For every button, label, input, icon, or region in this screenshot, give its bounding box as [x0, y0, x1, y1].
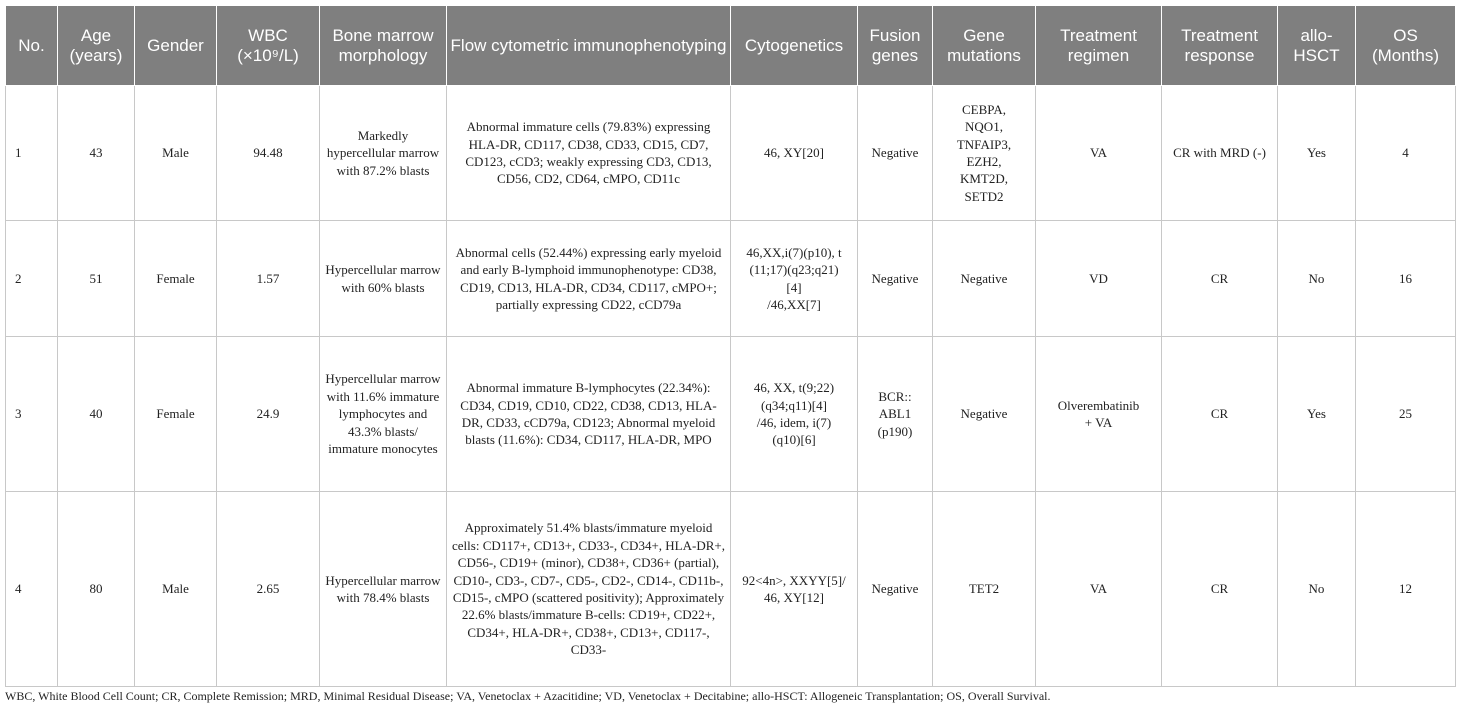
cell-bone-marrow-morphology: Hypercellular marrow with 60% blasts: [320, 221, 447, 337]
cell-gender: Male: [135, 492, 217, 687]
cell-bone-marrow-morphology: Hypercellular marrow with 78.4% blasts: [320, 492, 447, 687]
header-row: [6, 6, 1456, 86]
cell-flow-cytometry: Approximately 51.4% blasts/immature myeloid cells: CD117+, CD13+, CD33-, CD34+, HLA-DR+, CD56-, CD19+ (minor), CD38+, CD36+ (partial), CD10-, CD3-, CD7-, CD5-, CD2-, CD14-, CD11b-, CD15-, cMPO (scattered positivity); Approximately 22.6% blasts/immature B-cells: CD19+, CD22+, CD34+, HLA-DR+, CD38+, CD13+, CD117-, CD33-: [447, 492, 731, 687]
cell-treatment-regimen: VA: [1036, 86, 1162, 221]
header-treatment-regimen: Treatment regimen: [1036, 6, 1162, 86]
cell-no: 4: [6, 492, 58, 687]
cell-age: 80: [58, 492, 135, 687]
cell-age: 43: [58, 86, 135, 221]
table-row: [6, 337, 1456, 492]
cell-flow-cytometry: Abnormal immature cells (79.83%) expressing HLA-DR, CD117, CD38, CD33, CD15, CD7, CD123, cCD3; weakly expressing CD3, CD13, CD56, CD2, CD64, cMPO, CD11c: [447, 86, 731, 221]
cell-cytogenetics: 46,XX,i(7)(p10), t (11;17)(q23;q21) [4] /46,XX[7]: [731, 221, 858, 337]
header-bone-marrow-morphology: Bone marrow morphology: [320, 6, 447, 86]
table-row: [6, 492, 1456, 687]
cell-fusion-genes: Negative: [858, 86, 933, 221]
cell-gender: Male: [135, 86, 217, 221]
cell-gender: Female: [135, 337, 217, 492]
cell-age: 51: [58, 221, 135, 337]
cell-treatment-response: CR with MRD (-): [1162, 86, 1278, 221]
table-row: [6, 221, 1456, 337]
cell-os: 16: [1356, 221, 1456, 337]
cell-treatment-regimen: Olverembatinib + VA: [1036, 337, 1162, 492]
cell-treatment-response: CR: [1162, 492, 1278, 687]
cell-age: 40: [58, 337, 135, 492]
header-gene-mutations: Gene mutations: [933, 6, 1036, 86]
header-cytogenetics: Cytogenetics: [731, 6, 858, 86]
cell-os: 25: [1356, 337, 1456, 492]
cell-fusion-genes: Negative: [858, 492, 933, 687]
table-row: [6, 86, 1456, 221]
header-gender: Gender: [135, 6, 217, 86]
cell-allo-hsct: Yes: [1278, 86, 1356, 221]
cell-gene-mutations: Negative: [933, 337, 1036, 492]
cell-os: 4: [1356, 86, 1456, 221]
cell-gene-mutations: TET2: [933, 492, 1036, 687]
cell-bone-marrow-morphology: Hypercellular marrow with 11.6% immature lymphocytes and 43.3% blasts/ immature monocytes: [320, 337, 447, 492]
cell-os: 12: [1356, 492, 1456, 687]
header-age: Age (years): [58, 6, 135, 86]
clinical-table-container: [5, 5, 1455, 687]
table-footnote: WBC, White Blood Cell Count; CR, Complete Remission; MRD, Minimal Residual Disease; VA, Venetoclax + Azacitidine; VD, Venetoclax + Decitabine; allo-HSCT: Allogeneic Transplantation; OS, Overall Survival.: [5, 689, 1051, 703]
cell-cytogenetics: 46, XY[20]: [731, 86, 858, 221]
cell-flow-cytometry: Abnormal immature B-lymphocytes (22.34%): CD34, CD19, CD10, CD22, CD38, CD13, HLA-DR, CD33, cCD79a, CD123; Abnormal myeloid blasts (11.6%): CD34, CD117, HLA-DR, MPO: [447, 337, 731, 492]
cell-treatment-response: CR: [1162, 337, 1278, 492]
cell-gene-mutations: CEBPA, NQO1, TNFAIP3, EZH2, KMT2D, SETD2: [933, 86, 1036, 221]
cell-cytogenetics: 92<4n>, XXYY[5]/ 46, XY[12]: [731, 492, 858, 687]
clinical-table: [5, 5, 1456, 687]
header-treatment-response: Treatment response: [1162, 6, 1278, 86]
cell-gender: Female: [135, 221, 217, 337]
cell-treatment-response: CR: [1162, 221, 1278, 337]
cell-allo-hsct: No: [1278, 221, 1356, 337]
cell-gene-mutations: Negative: [933, 221, 1036, 337]
cell-wbc: 2.65: [217, 492, 320, 687]
cell-wbc: 24.9: [217, 337, 320, 492]
cell-no: 3: [6, 337, 58, 492]
header-fusion-genes: Fusion genes: [858, 6, 933, 86]
cell-allo-hsct: No: [1278, 492, 1356, 687]
header-os: OS (Months): [1356, 6, 1456, 86]
cell-no: 2: [6, 221, 58, 337]
cell-fusion-genes: BCR:: ABL1 (p190): [858, 337, 933, 492]
cell-allo-hsct: Yes: [1278, 337, 1356, 492]
cell-cytogenetics: 46, XX, t(9;22) (q34;q11)[4] /46, idem, i(7) (q10)[6]: [731, 337, 858, 492]
cell-no: 1: [6, 86, 58, 221]
header-allo-hsct: allo-HSCT: [1278, 6, 1356, 86]
cell-fusion-genes: Negative: [858, 221, 933, 337]
cell-flow-cytometry: Abnormal cells (52.44%) expressing early myeloid and early B-lymphoid immunophenotype: CD38, CD19, CD13, HLA-DR, CD34, CD117, cMPO+; partially expressing CD22, cCD79a: [447, 221, 731, 337]
cell-treatment-regimen: VD: [1036, 221, 1162, 337]
header-no: No.: [6, 6, 58, 86]
cell-wbc: 94.48: [217, 86, 320, 221]
cell-wbc: 1.57: [217, 221, 320, 337]
cell-bone-marrow-morphology: Markedly hypercellular marrow with 87.2% blasts: [320, 86, 447, 221]
cell-treatment-regimen: VA: [1036, 492, 1162, 687]
header-flow-cytometry: Flow cytometric immunophenotyping: [447, 6, 731, 86]
header-wbc: WBC (×10⁹/L): [217, 6, 320, 86]
